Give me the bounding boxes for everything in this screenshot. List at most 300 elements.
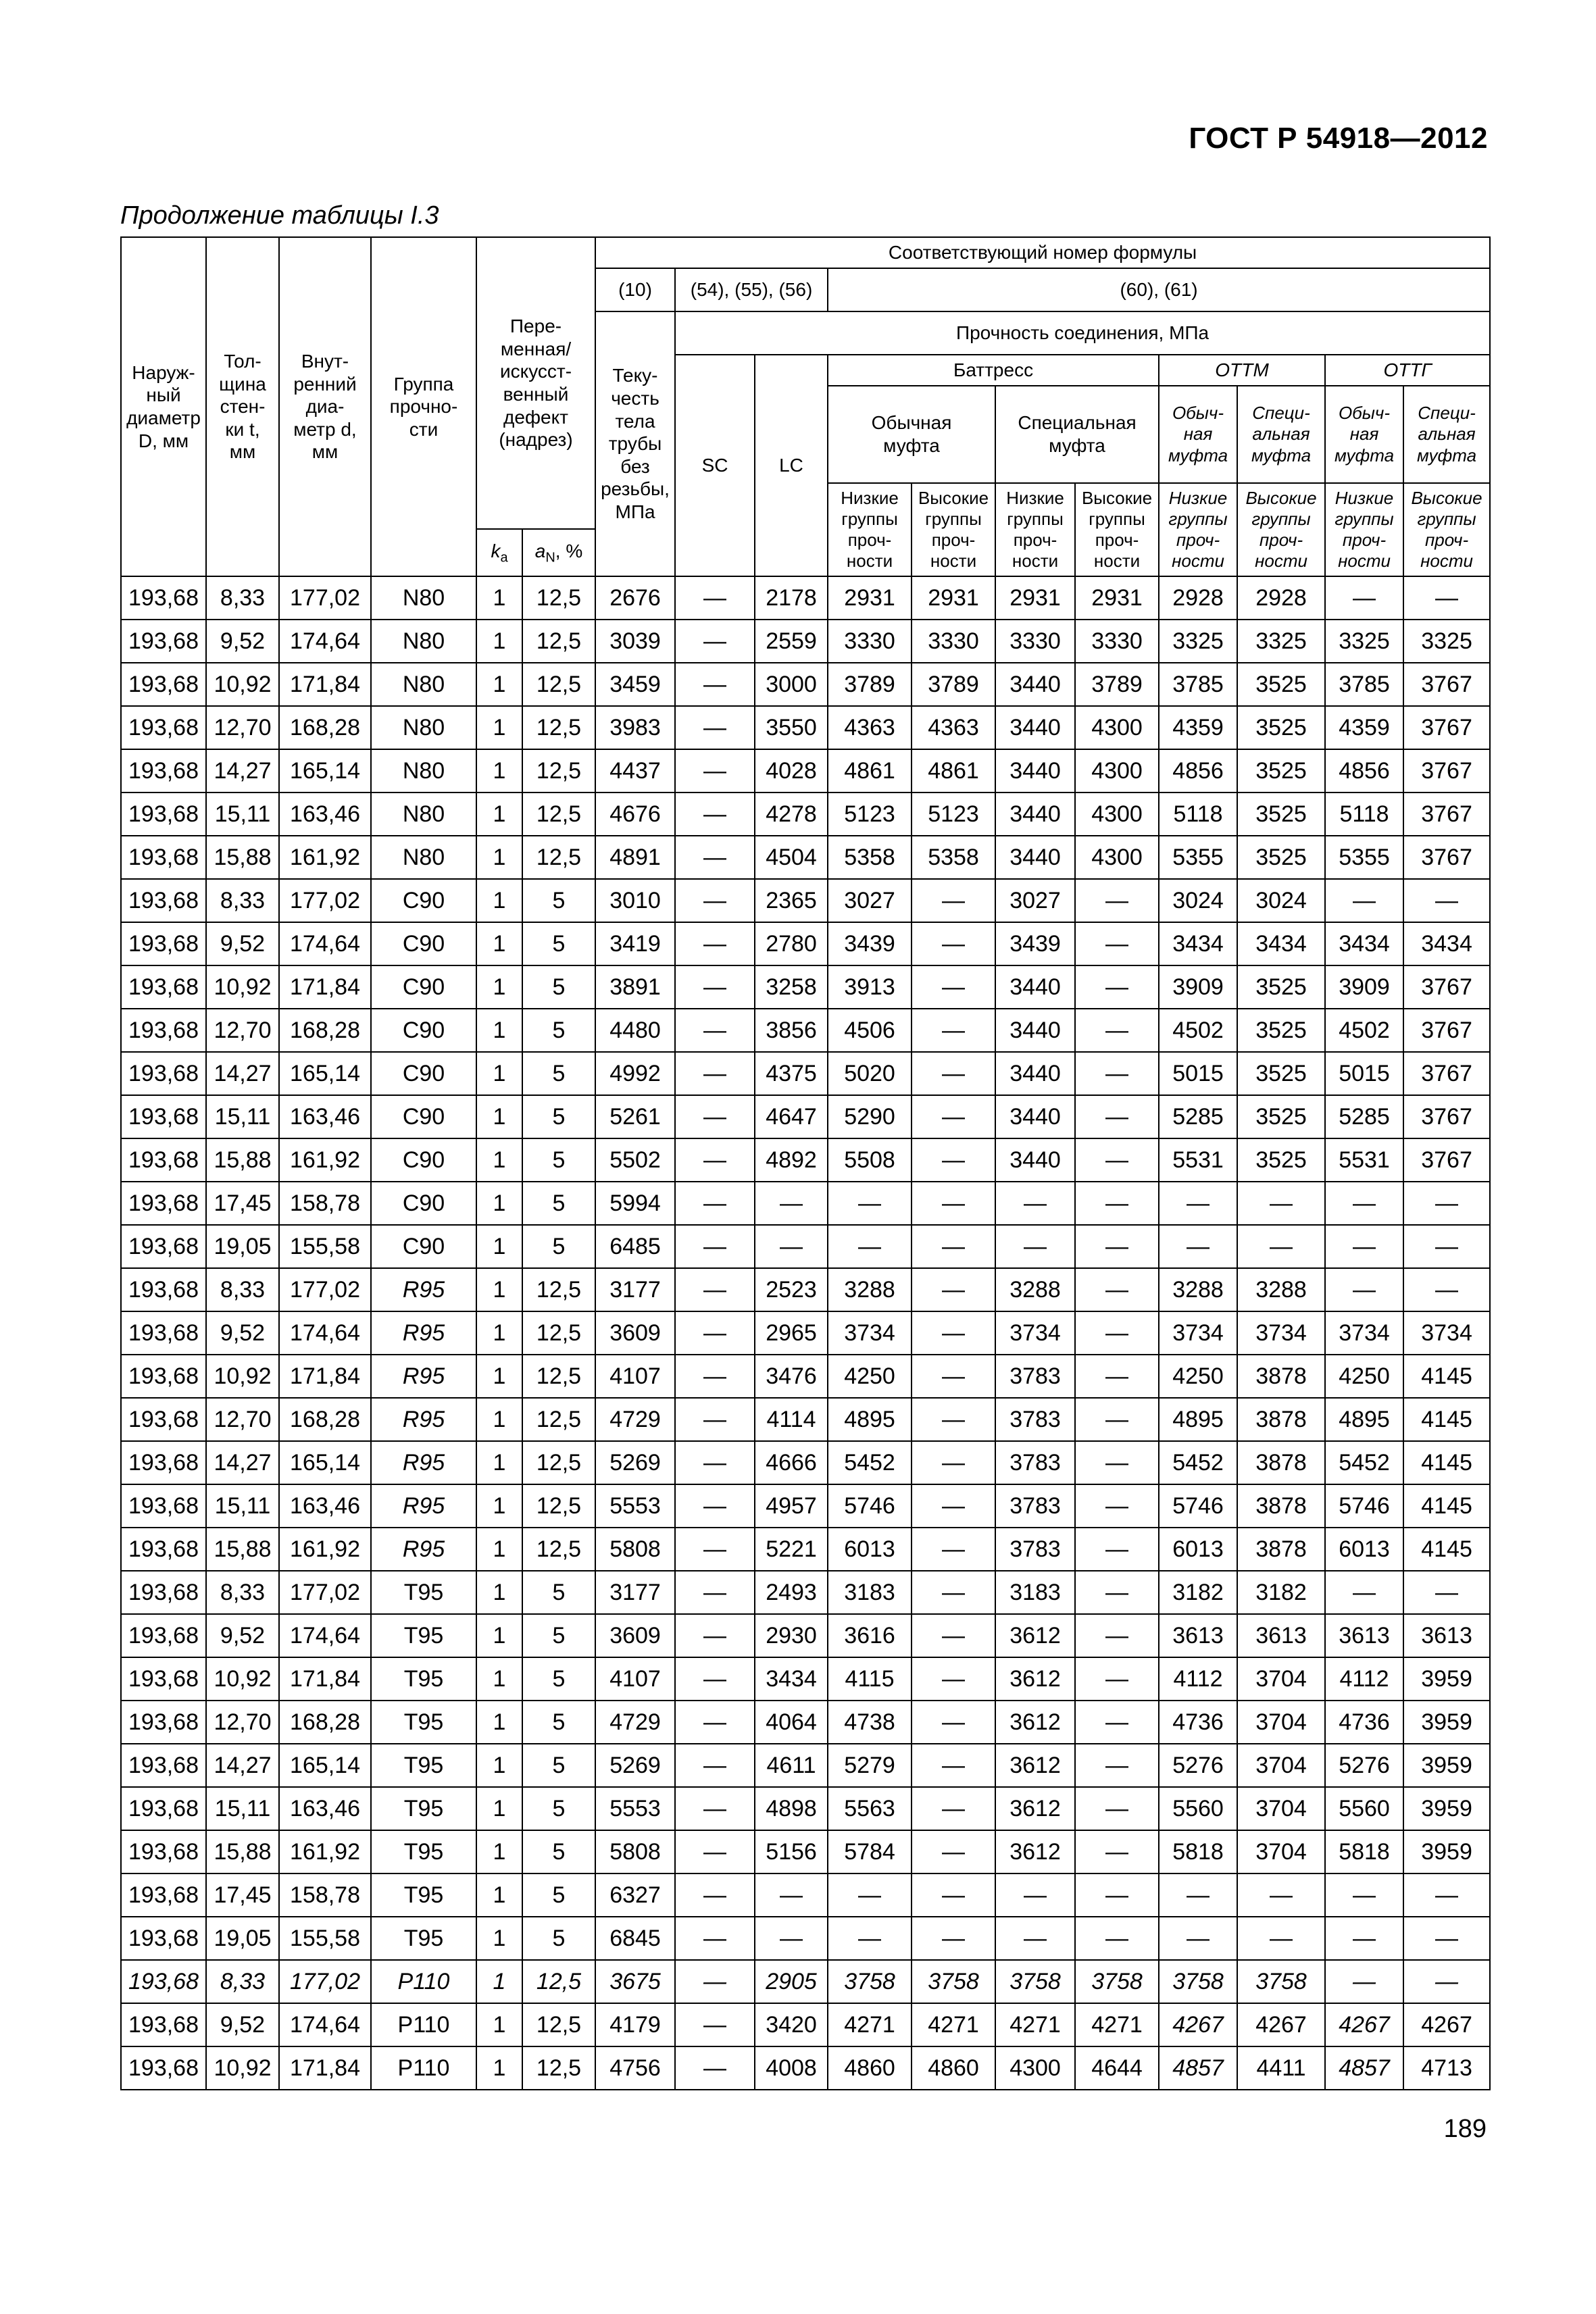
table-cell: 5 <box>522 1873 595 1917</box>
table-cell: P110 <box>371 2046 476 2090</box>
table-cell: 161,92 <box>279 1830 371 1873</box>
table-cell: 3909 <box>1325 965 1403 1009</box>
table-cell: — <box>675 1744 755 1787</box>
table-cell: 5 <box>522 1614 595 1657</box>
table-cell: 3913 <box>828 965 912 1009</box>
table-cell: 8,33 <box>206 1571 279 1614</box>
table-cell: 4738 <box>828 1701 912 1744</box>
table-cell: 5221 <box>755 1528 828 1571</box>
table-cell: — <box>1325 1960 1403 2003</box>
table-cell: 10,92 <box>206 2046 279 2090</box>
table-cell: 8,33 <box>206 1960 279 2003</box>
col-header-buttress-regular-low: Низкие группы проч- ности <box>828 483 912 576</box>
table-cell: — <box>912 1095 995 1138</box>
table-cell: 1 <box>476 1398 522 1441</box>
table-cell: C90 <box>371 965 476 1009</box>
table-cell: 2780 <box>755 922 828 965</box>
table-cell: 171,84 <box>279 1657 371 1701</box>
table-cell: — <box>675 879 755 922</box>
table-cell: 3785 <box>1325 663 1403 706</box>
table-cell: — <box>1075 1311 1159 1355</box>
table-cell: 3434 <box>1325 922 1403 965</box>
table-cell: 193,68 <box>121 1311 206 1355</box>
table-cell: — <box>995 1917 1075 1960</box>
table-cell: 193,68 <box>121 1614 206 1657</box>
col-header-formula-60-61: (60), (61) <box>828 268 1490 311</box>
col-header-ka: $k_a$ <box>476 529 522 576</box>
table-cell: — <box>1403 1268 1490 1311</box>
col-header-diameter: Наруж- ный диаметр D, мм <box>121 237 206 576</box>
table-cell: 177,02 <box>279 879 371 922</box>
table-cell: T95 <box>371 1744 476 1787</box>
table-cell: 5261 <box>595 1095 675 1138</box>
table-cell: 4736 <box>1325 1701 1403 1744</box>
table-cell: 193,68 <box>121 576 206 620</box>
table-cell: — <box>1075 1830 1159 1873</box>
col-header-ottm-special: Специ- альная муфта <box>1237 386 1325 483</box>
table-cell: — <box>1237 1917 1325 1960</box>
table-cell: 14,27 <box>206 1052 279 1095</box>
table-cell: — <box>675 922 755 965</box>
table-cell: 193,68 <box>121 1830 206 1873</box>
table-cell: 163,46 <box>279 1484 371 1528</box>
table-cell: — <box>1075 1052 1159 1095</box>
table-row <box>121 1614 1490 1657</box>
table-cell: 10,92 <box>206 663 279 706</box>
table-cell: 3767 <box>1403 836 1490 879</box>
table-cell: 4363 <box>828 706 912 749</box>
table-cell: — <box>1075 1701 1159 1744</box>
table-cell: 3476 <box>755 1355 828 1398</box>
col-header-ottg-regular: Обыч- ная муфта <box>1325 386 1403 483</box>
table-cell: 3767 <box>1403 663 1490 706</box>
table-cell: — <box>675 1268 755 1311</box>
table-cell: — <box>1075 1528 1159 1571</box>
table-row <box>121 1571 1490 1614</box>
table-cell: — <box>1325 1917 1403 1960</box>
col-header-ottm-special-high: Высокие группы проч- ности <box>1237 483 1325 576</box>
table-cell: 1 <box>476 706 522 749</box>
table-cell: 5502 <box>595 1138 675 1182</box>
table-cell: 17,45 <box>206 1873 279 1917</box>
table-cell: 12,5 <box>522 1355 595 1398</box>
table-cell: 3440 <box>995 1052 1075 1095</box>
table-cell: 174,64 <box>279 1311 371 1355</box>
table-cell: — <box>912 1614 995 1657</box>
table-cell: 6845 <box>595 1917 675 1960</box>
col-header-buttress-special: Специальная муфта <box>995 386 1159 483</box>
table-cell: 174,64 <box>279 620 371 663</box>
table-cell: — <box>1325 879 1403 922</box>
table-cell: 3704 <box>1237 1657 1325 1701</box>
table-cell: 193,68 <box>121 1484 206 1528</box>
table-cell: 15,11 <box>206 1787 279 1830</box>
table-cell: 168,28 <box>279 1398 371 1441</box>
table-cell: 4363 <box>912 706 995 749</box>
table-cell: — <box>1325 1571 1403 1614</box>
table-cell: 193,68 <box>121 1052 206 1095</box>
table-cell: 5015 <box>1325 1052 1403 1095</box>
table-cell: 161,92 <box>279 836 371 879</box>
table-cell: 174,64 <box>279 922 371 965</box>
table-cell: 3010 <box>595 879 675 922</box>
table-cell: 4860 <box>912 2046 995 2090</box>
table-cell: — <box>1075 1484 1159 1528</box>
table-cell: 3525 <box>1237 1095 1325 1138</box>
table-cell: — <box>675 1225 755 1268</box>
table-cell: 4713 <box>1403 2046 1490 2090</box>
table-cell: 3758 <box>995 1960 1075 2003</box>
table-cell: 155,58 <box>279 1225 371 1268</box>
table-cell: 5285 <box>1159 1095 1237 1138</box>
table-cell: C90 <box>371 1182 476 1225</box>
table-cell: — <box>1075 1744 1159 1787</box>
table-cell: — <box>675 1398 755 1441</box>
table-cell: 193,68 <box>121 1138 206 1182</box>
table-cell: 5355 <box>1159 836 1237 879</box>
table-cell: 3959 <box>1403 1657 1490 1701</box>
table-cell: 3288 <box>828 1268 912 1311</box>
table-cell: 193,68 <box>121 1182 206 1225</box>
table-cell: — <box>828 1873 912 1917</box>
table-cell: 3525 <box>1237 706 1325 749</box>
table-row <box>121 2046 1490 2090</box>
col-header-ottg-special: Специ- альная муфта <box>1403 386 1490 483</box>
table-cell: — <box>1403 1225 1490 1268</box>
table-cell: — <box>995 1225 1075 1268</box>
table-cell: 5784 <box>828 1830 912 1873</box>
table-cell: 4064 <box>755 1701 828 1744</box>
table-cell: 3330 <box>828 620 912 663</box>
table-cell: 3440 <box>995 706 1075 749</box>
table-cell: 3325 <box>1325 620 1403 663</box>
table-cell: 3027 <box>828 879 912 922</box>
table-cell: 4271 <box>828 2003 912 2046</box>
table-cell: — <box>912 1571 995 1614</box>
table-cell: 3027 <box>995 879 1075 922</box>
table-cell: — <box>912 1830 995 1873</box>
table-cell: — <box>1403 1917 1490 1960</box>
table-cell: 3177 <box>595 1571 675 1614</box>
table-cell: 3878 <box>1237 1528 1325 1571</box>
table-cell: 2365 <box>755 879 828 922</box>
table-cell: 5269 <box>595 1744 675 1787</box>
col-header-inner-diameter: Внут- ренний диа- метр d, мм <box>279 237 371 576</box>
table-cell: — <box>1075 1614 1159 1657</box>
table-cell: N80 <box>371 663 476 706</box>
table-cell: 193,68 <box>121 1744 206 1787</box>
table-cell: 10,92 <box>206 1657 279 1701</box>
table-cell: 177,02 <box>279 576 371 620</box>
table-cell: 1 <box>476 1571 522 1614</box>
table-cell: 3434 <box>1159 922 1237 965</box>
table-cell: 4107 <box>595 1657 675 1701</box>
table-cell: — <box>675 1614 755 1657</box>
table-cell: 2178 <box>755 576 828 620</box>
table-cell: 193,68 <box>121 749 206 793</box>
table-cell: 4008 <box>755 2046 828 2090</box>
table-cell: 177,02 <box>279 1571 371 1614</box>
table-cell: 3734 <box>828 1311 912 1355</box>
table-cell: — <box>1075 965 1159 1009</box>
table-cell: — <box>1325 1225 1403 1268</box>
table-cell: R95 <box>371 1441 476 1484</box>
table-cell: 3024 <box>1159 879 1237 922</box>
table-cell: 1 <box>476 1355 522 1398</box>
table-cell: 12,70 <box>206 1009 279 1052</box>
table-cell: 9,52 <box>206 2003 279 2046</box>
col-header-wall: Тол- щина стен- ки t, мм <box>206 237 279 576</box>
table-cell: 3767 <box>1403 1138 1490 1182</box>
table-cell: 4856 <box>1159 749 1237 793</box>
table-cell: P110 <box>371 2003 476 2046</box>
table-cell: 9,52 <box>206 1311 279 1355</box>
table-cell: 4267 <box>1403 2003 1490 2046</box>
table-cell: 3440 <box>995 836 1075 879</box>
table-cell: 3439 <box>995 922 1075 965</box>
table-cell: 6013 <box>1325 1528 1403 1571</box>
table-cell: C90 <box>371 879 476 922</box>
table-cell: 1 <box>476 1744 522 1787</box>
table-cell: 5560 <box>1325 1787 1403 1830</box>
table-cell: 1 <box>476 2046 522 2090</box>
table-cell: — <box>1075 922 1159 965</box>
table-cell: 3609 <box>595 1614 675 1657</box>
table-cell: 3767 <box>1403 706 1490 749</box>
table-cell: 2523 <box>755 1268 828 1311</box>
table-cell: — <box>675 1917 755 1960</box>
table-cell: — <box>828 1182 912 1225</box>
table-cell: 158,78 <box>279 1182 371 1225</box>
table-cell: 4860 <box>828 2046 912 2090</box>
table-cell: — <box>675 965 755 1009</box>
table-cell: 3959 <box>1403 1744 1490 1787</box>
table-cell: 2931 <box>912 576 995 620</box>
table-cell: 3525 <box>1237 1138 1325 1182</box>
table-cell: 1 <box>476 1917 522 1960</box>
table-cell: 4644 <box>1075 2046 1159 2090</box>
table-cell: 3182 <box>1159 1571 1237 1614</box>
table-cell: 3789 <box>828 663 912 706</box>
table-cell: 3909 <box>1159 965 1237 1009</box>
table-cell: — <box>912 1138 995 1182</box>
table-cell: R95 <box>371 1268 476 1311</box>
table-cell: — <box>675 1701 755 1744</box>
table-cell: — <box>912 1311 995 1355</box>
table-cell: 6327 <box>595 1873 675 1917</box>
table-cell: 3734 <box>1325 1311 1403 1355</box>
table-cell: 5156 <box>755 1830 828 1873</box>
table-cell: 12,5 <box>522 2003 595 2046</box>
table-cell: 163,46 <box>279 793 371 836</box>
table-cell: 3758 <box>1237 1960 1325 2003</box>
table-cell: 5279 <box>828 1744 912 1787</box>
table-cell: 3959 <box>1403 1787 1490 1830</box>
table-cell: C90 <box>371 1095 476 1138</box>
table-cell: 3612 <box>995 1787 1075 1830</box>
table-row <box>121 1311 1490 1355</box>
table-cell: 12,70 <box>206 1398 279 1441</box>
table-cell: — <box>912 1052 995 1095</box>
table-cell: 6013 <box>828 1528 912 1571</box>
table-cell: 5553 <box>595 1484 675 1528</box>
table-cell: 3330 <box>1075 620 1159 663</box>
table-cell: 3758 <box>1075 1960 1159 2003</box>
table-cell: T95 <box>371 1657 476 1701</box>
table-cell: 193,68 <box>121 663 206 706</box>
table-cell: 168,28 <box>279 1701 371 1744</box>
table-cell: 3613 <box>1325 1614 1403 1657</box>
table-cell: 5358 <box>912 836 995 879</box>
col-header-ottm-regular: Обыч- ная муфта <box>1159 386 1237 483</box>
table-cell: 3434 <box>1237 922 1325 965</box>
table-cell: 4861 <box>828 749 912 793</box>
table-cell: — <box>675 1571 755 1614</box>
table-cell: 14,27 <box>206 749 279 793</box>
table-cell: 5818 <box>1325 1830 1403 1873</box>
table-cell: 15,11 <box>206 793 279 836</box>
col-header-sc: SC <box>675 355 755 576</box>
col-header-buttress-regular-high: Высокие группы проч- ности <box>912 483 995 576</box>
table-cell: — <box>1075 1095 1159 1138</box>
table-cell: 1 <box>476 1960 522 2003</box>
table-cell: 193,68 <box>121 620 206 663</box>
table-cell: 14,27 <box>206 1744 279 1787</box>
table-cell: 12,5 <box>522 620 595 663</box>
table-cell: 1 <box>476 1052 522 1095</box>
table-cell: 163,46 <box>279 1095 371 1138</box>
table-row <box>121 1398 1490 1441</box>
table-cell: 5531 <box>1325 1138 1403 1182</box>
table-cell: 3878 <box>1237 1355 1325 1398</box>
table-cell: 1 <box>476 965 522 1009</box>
table-cell: 3183 <box>995 1571 1075 1614</box>
table-cell: 3891 <box>595 965 675 1009</box>
table-cell: 5285 <box>1325 1095 1403 1138</box>
table-cell: 4506 <box>828 1009 912 1052</box>
table-cell: 5 <box>522 1138 595 1182</box>
table-cell: — <box>912 1441 995 1484</box>
table-cell: 4300 <box>995 2046 1075 2090</box>
table-cell: 2928 <box>1237 576 1325 620</box>
table-row <box>121 1528 1490 1571</box>
table-cell: 3525 <box>1237 836 1325 879</box>
table-cell: — <box>912 1268 995 1311</box>
table-cell: 4611 <box>755 1744 828 1787</box>
table-cell: 4300 <box>1075 706 1159 749</box>
table-cell: N80 <box>371 620 476 663</box>
table-cell: 5452 <box>1325 1441 1403 1484</box>
table-cell: C90 <box>371 922 476 965</box>
table-cell: 5 <box>522 879 595 922</box>
table-cell: 3325 <box>1403 620 1490 663</box>
table-cell: 1 <box>476 1787 522 1830</box>
table-row <box>121 749 1490 793</box>
table-cell: 12,5 <box>522 576 595 620</box>
col-header-buttress: Баттресс <box>828 355 1159 386</box>
table-cell: 2931 <box>995 576 1075 620</box>
table-cell: 3783 <box>995 1355 1075 1398</box>
table-cell: T95 <box>371 1701 476 1744</box>
table-row <box>121 793 1490 836</box>
table-cell: 5 <box>522 1917 595 1960</box>
table-cell: 3288 <box>1237 1268 1325 1311</box>
table-cell: 4359 <box>1325 706 1403 749</box>
table-cell: — <box>1075 1787 1159 1830</box>
table-cell: 177,02 <box>279 1268 371 1311</box>
table-cell: 4300 <box>1075 749 1159 793</box>
table-cell: N80 <box>371 836 476 879</box>
table-cell: 193,68 <box>121 1571 206 1614</box>
table-cell: 193,68 <box>121 1701 206 1744</box>
table-cell: 5 <box>522 1571 595 1614</box>
table-cell: 3767 <box>1403 1095 1490 1138</box>
table-cell: — <box>675 1960 755 2003</box>
table-row <box>121 879 1490 922</box>
table-cell: 3440 <box>995 663 1075 706</box>
table-cell: 12,5 <box>522 1484 595 1528</box>
table-cell: 12,5 <box>522 749 595 793</box>
table-cell: 5123 <box>912 793 995 836</box>
table-cell: 193,68 <box>121 1095 206 1138</box>
table-cell: — <box>1237 1873 1325 1917</box>
table-cell: 193,68 <box>121 965 206 1009</box>
table-cell: 3439 <box>828 922 912 965</box>
table-row <box>121 1225 1490 1268</box>
table-cell: — <box>675 1441 755 1484</box>
table-cell: — <box>912 1701 995 1744</box>
table-cell: N80 <box>371 749 476 793</box>
table-row <box>121 1744 1490 1787</box>
table-cell: T95 <box>371 1571 476 1614</box>
table-row <box>121 1009 1490 1052</box>
table-cell: 4114 <box>755 1398 828 1441</box>
table-cell: 3183 <box>828 1571 912 1614</box>
table-cell: 4145 <box>1403 1484 1490 1528</box>
table-cell: 4359 <box>1159 706 1237 749</box>
table-cell: 163,46 <box>279 1787 371 1830</box>
table-cell: — <box>912 1182 995 1225</box>
table-cell: — <box>675 706 755 749</box>
table-cell: 171,84 <box>279 1355 371 1398</box>
table-cell: — <box>1075 1917 1159 1960</box>
table-cell: 3039 <box>595 620 675 663</box>
table-cell: 3734 <box>1237 1311 1325 1355</box>
table-cell: — <box>1325 1268 1403 1311</box>
table-cell: 3767 <box>1403 1052 1490 1095</box>
table-cell: T95 <box>371 1873 476 1917</box>
table-cell: 3704 <box>1237 1830 1325 1873</box>
table-cell: 15,88 <box>206 1528 279 1571</box>
table-cell: — <box>912 1787 995 1830</box>
table-cell: 3878 <box>1237 1484 1325 1528</box>
table-cell: 4145 <box>1403 1355 1490 1398</box>
table-cell: — <box>755 1182 828 1225</box>
table-cell: 3734 <box>995 1311 1075 1355</box>
table-cell: 3613 <box>1237 1614 1325 1657</box>
table-cell: T95 <box>371 1830 476 1873</box>
table-cell: — <box>1075 879 1159 922</box>
table-cell: 155,58 <box>279 1917 371 1960</box>
table-cell: 5 <box>522 1744 595 1787</box>
table-cell: — <box>912 879 995 922</box>
table-cell: 174,64 <box>279 2003 371 2046</box>
table-cell: 3767 <box>1403 749 1490 793</box>
table-cell: 5355 <box>1325 836 1403 879</box>
table-cell: 4271 <box>1075 2003 1159 2046</box>
table-cell: 3440 <box>995 1009 1075 1052</box>
table-cell: 193,68 <box>121 1225 206 1268</box>
